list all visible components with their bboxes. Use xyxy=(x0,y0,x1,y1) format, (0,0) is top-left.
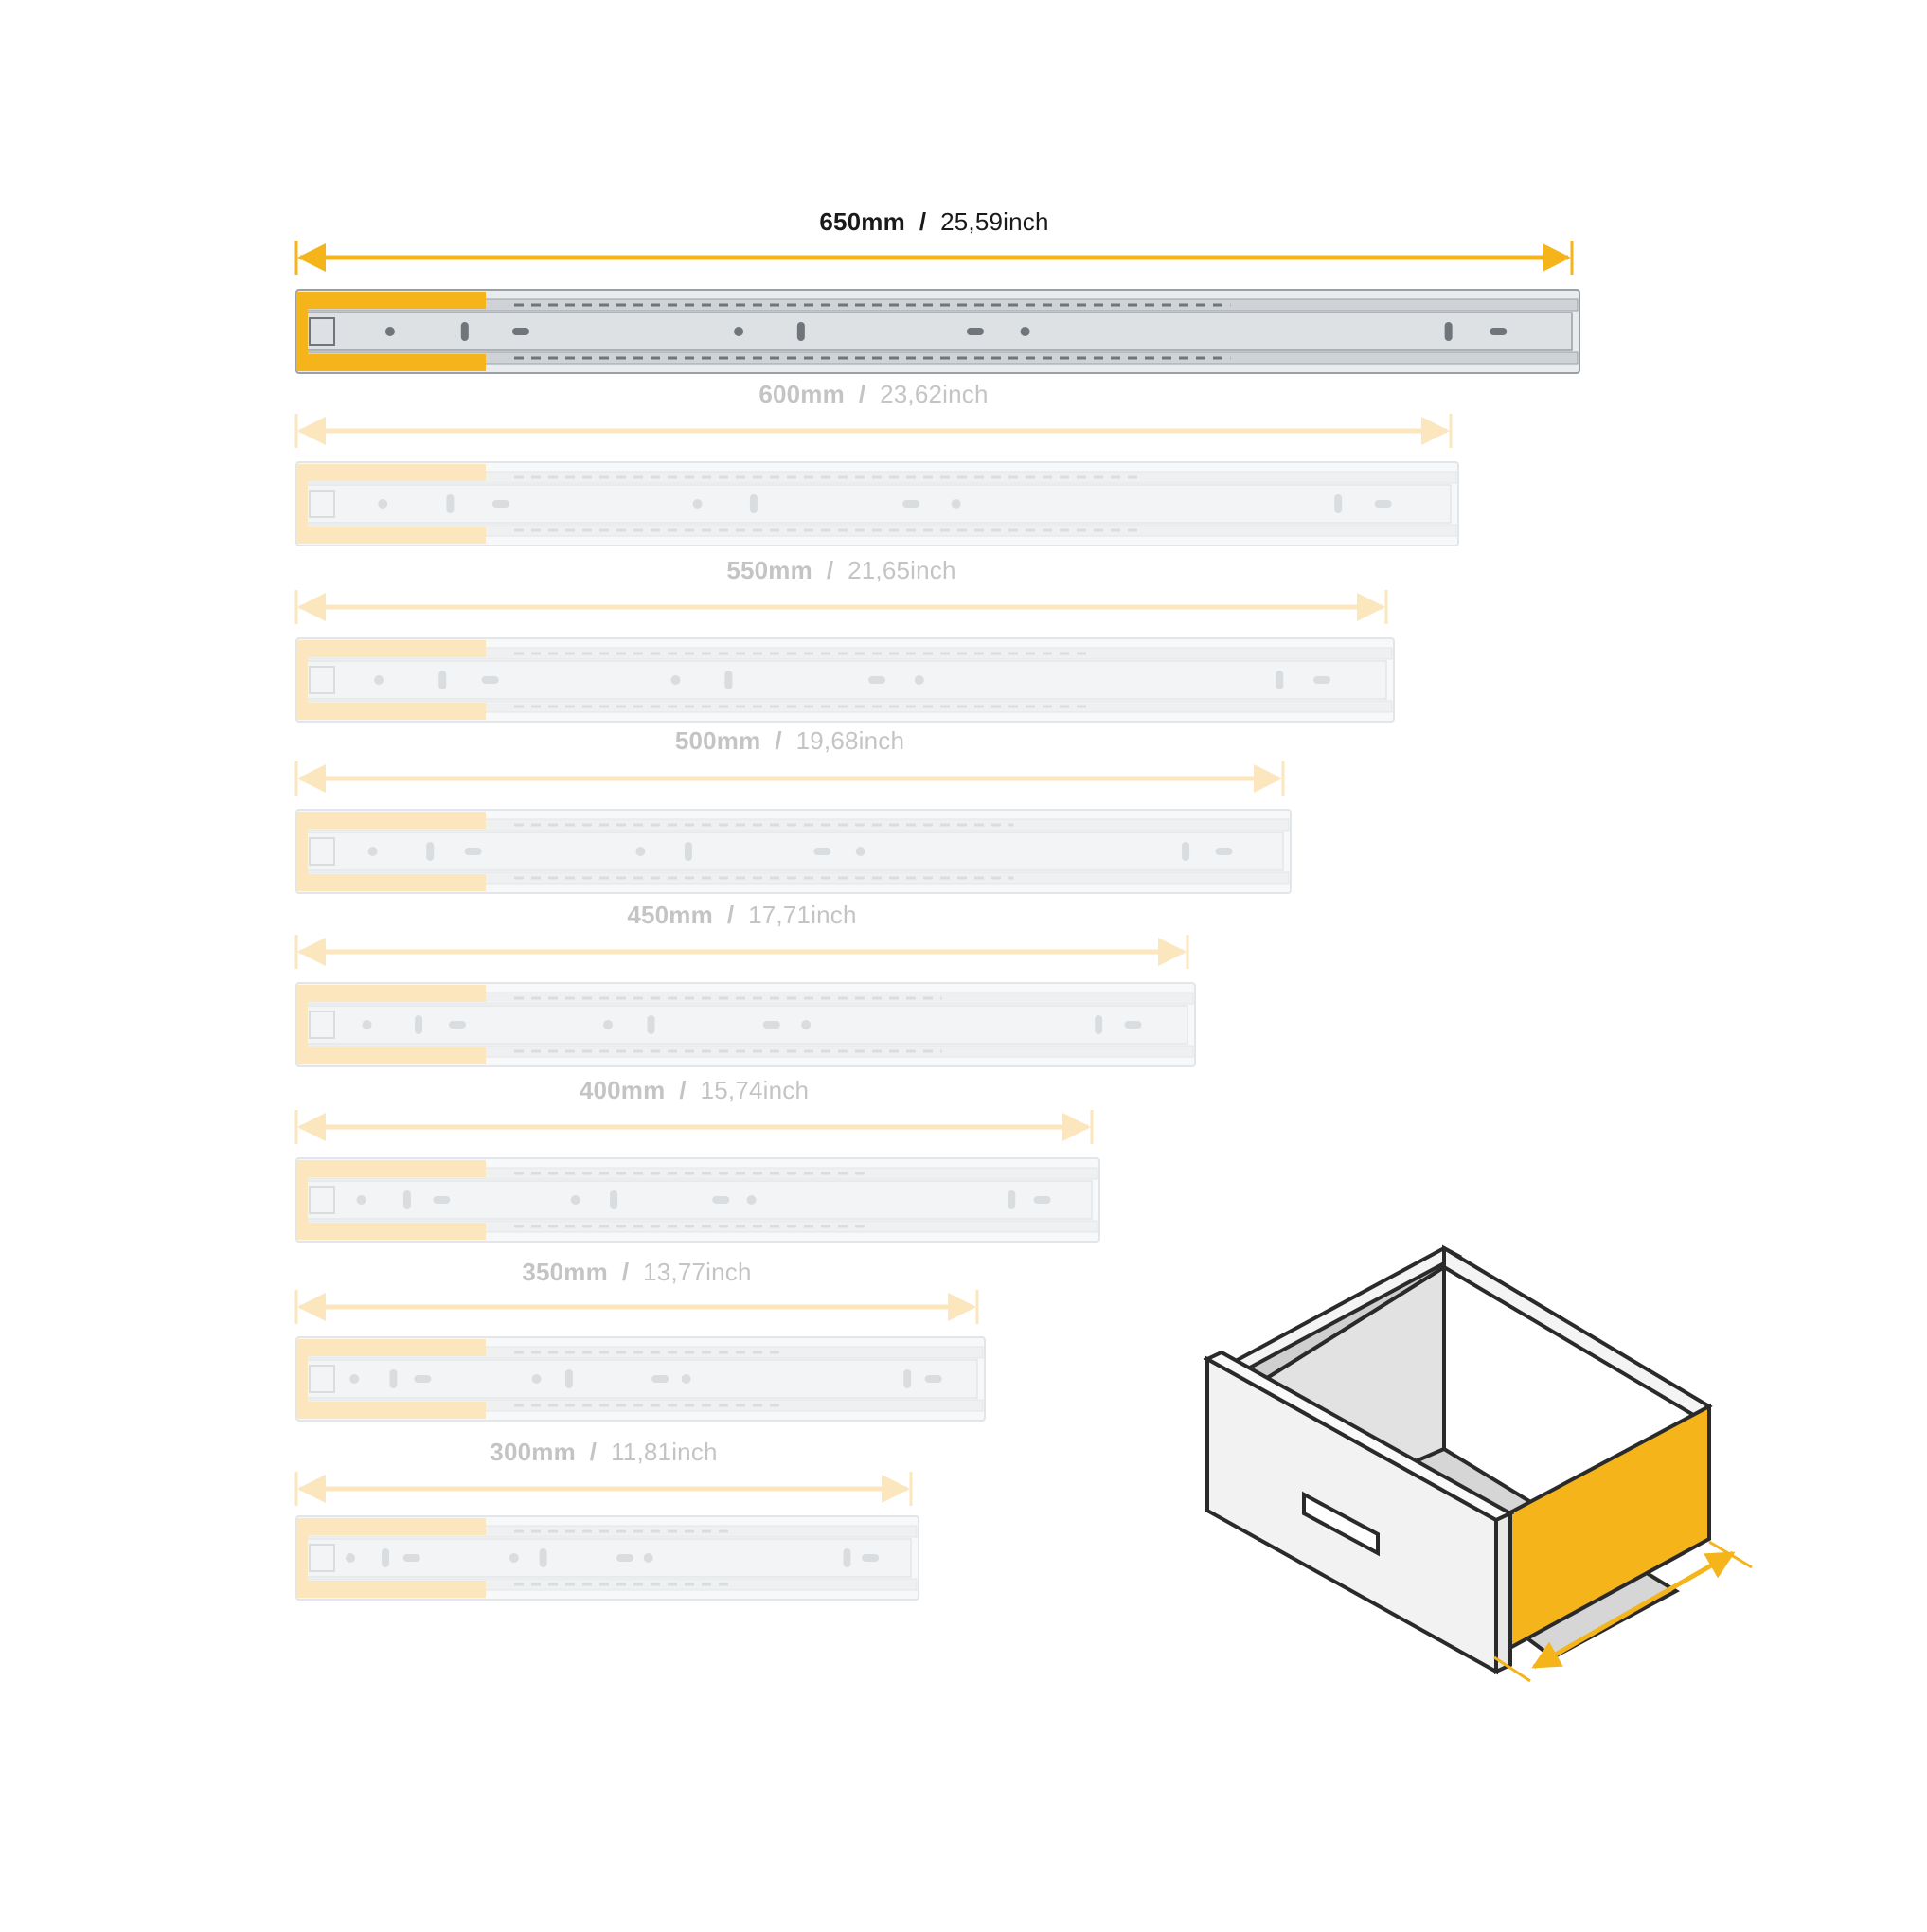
slide-slot-hole xyxy=(449,1021,466,1029)
length-inch: 21,65inch xyxy=(848,556,956,584)
length-separator: / xyxy=(819,556,841,584)
slide-round-hole xyxy=(603,1020,613,1029)
slide-slot-hole xyxy=(610,1190,617,1209)
slide-end-cap-top xyxy=(296,1339,486,1356)
slide-end-cap-side xyxy=(296,1002,308,1047)
slide-round-hole xyxy=(693,499,703,509)
slide-end-cap-bottom xyxy=(296,703,486,720)
length-inch: 15,74inch xyxy=(700,1076,810,1104)
slide-slot-hole xyxy=(1182,842,1189,861)
slide-slot-hole xyxy=(813,848,830,855)
slide-end-cap-side xyxy=(296,1535,308,1581)
slide-end-cap-top xyxy=(296,985,486,1002)
length-mm: 300mm xyxy=(490,1438,576,1466)
slide-slot-hole xyxy=(403,1190,411,1209)
slide-end-cap-side xyxy=(296,829,308,874)
length-mm: 500mm xyxy=(674,726,761,755)
slide-slot-hole xyxy=(465,848,482,855)
length-inch: 19,68inch xyxy=(795,726,905,755)
slide-rail-inner xyxy=(302,832,1283,870)
slide-end-cap-top xyxy=(296,464,486,481)
slide-row-500mm xyxy=(296,761,1291,893)
slide-slot-hole xyxy=(724,671,732,689)
slide-round-hole xyxy=(346,1553,355,1563)
slide-slot-hole xyxy=(1216,848,1233,855)
slide-rail-inner xyxy=(302,1006,1187,1044)
slide-end-cap-bottom xyxy=(296,1402,486,1419)
length-mm: 550mm xyxy=(726,556,812,584)
slide-length-label xyxy=(675,726,904,756)
slide-slot-hole xyxy=(1008,1190,1015,1209)
slide-slot-hole xyxy=(902,500,919,508)
slide-slot-hole xyxy=(903,1369,911,1388)
slide-slot-hole xyxy=(862,1554,879,1562)
length-separator: / xyxy=(720,901,741,929)
slide-slot-hole xyxy=(1276,671,1283,689)
length-inch: 11,81inch xyxy=(611,1438,718,1466)
slide-row-600mm xyxy=(296,414,1458,546)
slide-slot-hole xyxy=(1313,676,1330,684)
slide-round-hole xyxy=(356,1195,366,1205)
slide-slot-hole xyxy=(685,842,692,861)
length-inch: 23,62inch xyxy=(880,380,989,408)
slide-slot-hole xyxy=(446,494,454,513)
slide-slot-hole xyxy=(651,1375,669,1383)
slide-slot-hole xyxy=(1095,1015,1102,1034)
slide-row-300mm xyxy=(296,1472,919,1600)
slide-slot-hole xyxy=(797,322,805,341)
slide-length-label xyxy=(819,207,1048,237)
slide-end-cap-side xyxy=(296,481,308,527)
length-separator: / xyxy=(582,1438,604,1466)
slide-rail-bottom-channel xyxy=(298,352,1578,364)
slide-round-hole xyxy=(856,847,865,856)
slide-rail-inner xyxy=(302,485,1451,523)
slide-slot-hole xyxy=(1490,328,1507,335)
slide-rail-inner xyxy=(302,1539,911,1577)
slide-end-cap-bottom xyxy=(296,1047,486,1064)
drawer-front-side-edge xyxy=(1496,1513,1510,1672)
slide-row-550mm xyxy=(296,590,1394,722)
drawer-depth-icon xyxy=(1207,1248,1752,1681)
slide-length-label xyxy=(522,1258,751,1287)
slide-round-hole xyxy=(915,675,924,685)
slide-slot-hole xyxy=(415,1015,422,1034)
slide-length-label xyxy=(758,380,988,409)
slide-slot-hole xyxy=(565,1369,573,1388)
slide-round-hole xyxy=(670,675,680,685)
slide-slot-hole xyxy=(1034,1196,1051,1204)
slide-round-hole xyxy=(509,1553,519,1563)
slide-slot-hole xyxy=(1125,1021,1142,1029)
slide-round-hole xyxy=(378,499,387,509)
slide-slot-hole xyxy=(414,1375,431,1383)
slide-round-hole xyxy=(682,1374,691,1384)
length-mm: 650mm xyxy=(819,207,905,236)
slide-end-cap-side xyxy=(296,1356,308,1402)
slide-end-cap-bottom xyxy=(296,1223,486,1240)
length-mm: 350mm xyxy=(522,1258,608,1286)
slide-length-label xyxy=(627,901,856,930)
slide-length-label xyxy=(726,556,955,585)
slide-end-cap-top xyxy=(296,812,486,829)
slide-row-400mm xyxy=(296,1110,1099,1242)
slide-end-cap-bottom xyxy=(296,354,486,371)
slide-round-hole xyxy=(635,847,645,856)
slide-end-cap-side xyxy=(296,309,308,354)
slide-slot-hole xyxy=(648,1015,655,1034)
slide-round-hole xyxy=(801,1020,811,1029)
length-separator: / xyxy=(767,726,790,755)
slide-slot-hole xyxy=(403,1554,420,1562)
slide-slot-hole xyxy=(763,1021,780,1029)
slide-round-hole xyxy=(571,1195,580,1205)
slide-round-hole xyxy=(349,1374,359,1384)
slide-rail-top-channel xyxy=(298,299,1578,311)
slide-row-650mm xyxy=(296,241,1579,373)
slide-round-hole xyxy=(1021,327,1030,336)
slide-length-label xyxy=(580,1076,809,1105)
drawer-top-rim-right xyxy=(1444,1248,1709,1416)
slide-slot-hole xyxy=(1445,322,1453,341)
length-separator: / xyxy=(671,1076,694,1104)
slide-round-hole xyxy=(385,327,395,336)
slide-round-hole xyxy=(363,1020,372,1029)
length-inch: 13,77inch xyxy=(643,1258,752,1286)
slide-slot-hole xyxy=(426,842,434,861)
slide-slot-hole xyxy=(1334,494,1342,513)
slide-slot-hole xyxy=(382,1548,389,1567)
slide-slot-hole xyxy=(482,676,499,684)
length-inch: 25,59inch xyxy=(940,207,1049,236)
slide-slot-hole xyxy=(461,322,469,341)
slide-row-350mm xyxy=(296,1290,985,1421)
slide-rail-inner xyxy=(302,1181,1092,1219)
length-mm: 450mm xyxy=(627,901,713,929)
slide-length-label xyxy=(490,1438,717,1467)
slide-end-cap-top xyxy=(296,640,486,657)
slide-end-cap-bottom xyxy=(296,527,486,544)
length-mm: 400mm xyxy=(579,1076,666,1104)
slide-end-cap-top xyxy=(296,1518,486,1535)
slide-round-hole xyxy=(374,675,384,685)
slide-slot-hole xyxy=(843,1548,850,1567)
slide-round-hole xyxy=(734,327,743,336)
slide-end-cap-side xyxy=(296,1177,308,1223)
slide-end-cap-bottom xyxy=(296,1581,486,1598)
length-mm: 600mm xyxy=(758,380,845,408)
slide-round-hole xyxy=(747,1195,757,1205)
slide-round-hole xyxy=(952,499,961,509)
slide-slot-hole xyxy=(925,1375,942,1383)
slide-round-hole xyxy=(368,847,378,856)
slide-slot-hole xyxy=(1375,500,1392,508)
slide-rail-inner xyxy=(302,313,1572,350)
slide-end-cap-top xyxy=(296,292,486,309)
slide-slot-hole xyxy=(967,328,984,335)
slide-round-hole xyxy=(644,1553,653,1563)
slide-slot-hole xyxy=(438,671,446,689)
length-separator: / xyxy=(851,380,873,408)
length-separator: / xyxy=(912,207,934,236)
length-inch: 17,71inch xyxy=(748,901,857,929)
slide-slot-hole xyxy=(712,1196,729,1204)
slide-slot-hole xyxy=(512,328,529,335)
slide-slot-hole xyxy=(868,676,885,684)
length-separator: / xyxy=(615,1258,636,1286)
slide-end-cap-side xyxy=(296,657,308,703)
slide-slot-hole xyxy=(540,1548,547,1567)
slide-end-cap-bottom xyxy=(296,874,486,891)
slide-round-hole xyxy=(532,1374,542,1384)
slide-row-450mm xyxy=(296,935,1195,1066)
slide-slot-hole xyxy=(492,500,509,508)
slide-slot-hole xyxy=(389,1369,397,1388)
slide-rail-inner xyxy=(302,1360,977,1398)
slide-slot-hole xyxy=(616,1554,633,1562)
slide-slot-hole xyxy=(433,1196,450,1204)
slide-rail-inner xyxy=(302,661,1386,699)
slide-end-cap-top xyxy=(296,1160,486,1177)
slide-slot-hole xyxy=(750,494,758,513)
